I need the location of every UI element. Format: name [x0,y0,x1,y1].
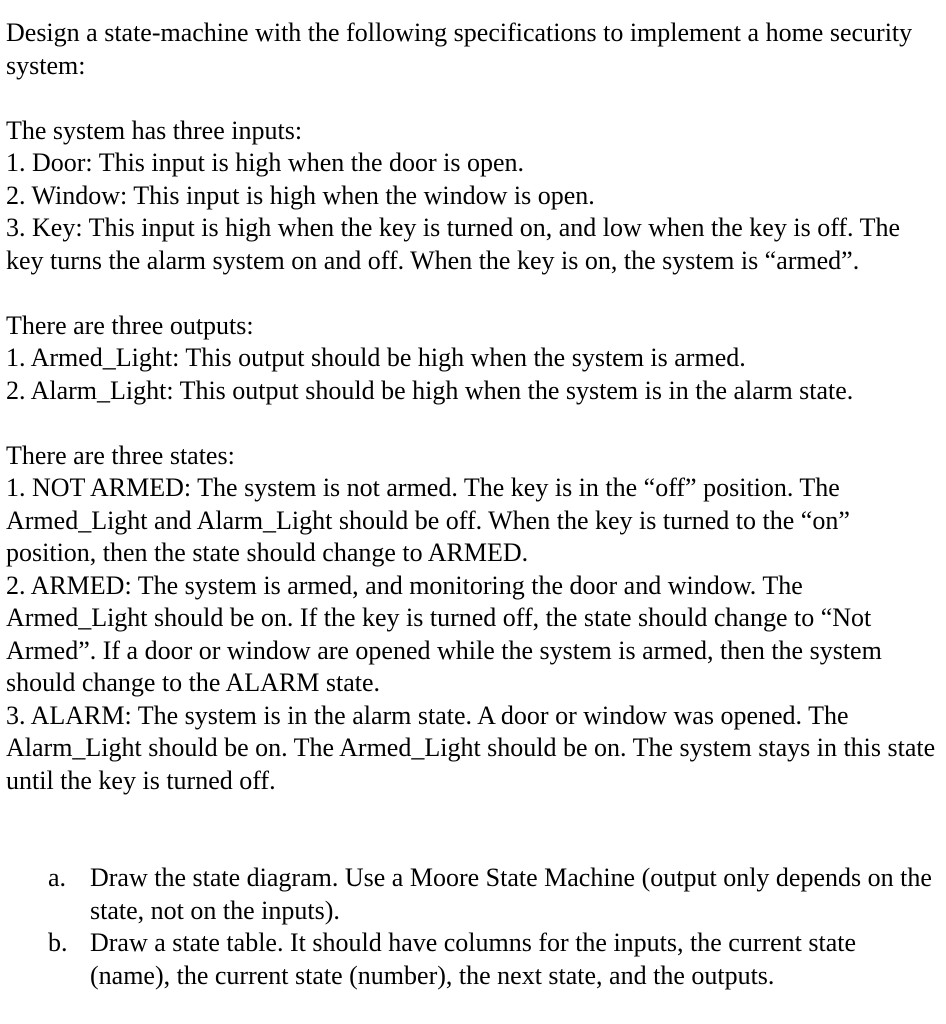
document-page [6,17,940,992]
question-b [48,927,940,992]
input-item-key: 3. Key: This input is high when the key is turned on, and low when the key is off. The key turns the alarm system on and off. When the key is on, the system is “armed”. [6,213,900,275]
spacer [6,277,940,310]
question-marker: a. [48,863,67,892]
intro-paragraph: Design a state-machine with the following specifications to implement a home security system: [6,18,913,80]
spacer [6,407,940,440]
states-heading: There are three states: [6,440,235,470]
state-item-alarm: 3. ALARM: The system is in the alarm state. A door or window was opened. The Alarm_Light should be on. The Armed_Light should be on. The system stays in this state until the key is turned off. [6,700,936,795]
input-item-window: 2. Window: This input is high when the window is open. [6,180,595,210]
question-list [6,862,940,992]
state-item-not-armed: 1. NOT ARMED: The system is not armed. The key is in the “off” position. The Armed_Light and Alarm_Light should be off. When the key is turned to the “on” position, then the state should change to ARMED. [6,473,850,567]
output-item-armed-light: 1. Armed_Light: This output should be high when the system is armed. [6,343,746,372]
question-a [48,862,940,927]
output-item-alarm-light: 2. Alarm_Light: This output should be high when the system is in the alarm state. [6,375,854,405]
inputs-section [6,115,940,278]
input-item-door: 1. Door: This input is high when the door is open. [6,148,525,177]
inputs-heading: The system has three inputs: [6,115,303,145]
question-text: Draw the state diagram. Use a Moore State Machine (output only depends on the state, not on the inputs). [90,863,932,925]
spacer [6,82,940,115]
states-section [6,440,940,798]
question-marker: b. [48,928,68,957]
question-text: Draw a state table. It should have columns for the inputs, the current state (name), the current state (number), the next state, and the outputs. [90,928,857,990]
spacer [6,797,940,862]
outputs-heading: There are three outputs: [6,310,254,340]
state-item-armed: 2. ARMED: The system is armed, and monitoring the door and window. The Armed_Light should be on. If the key is turned off, the state should change to “Not Armed”. If a door or window are opened while the system is armed, then the system should change to the ALARM state. [6,570,882,697]
outputs-section [6,310,940,408]
